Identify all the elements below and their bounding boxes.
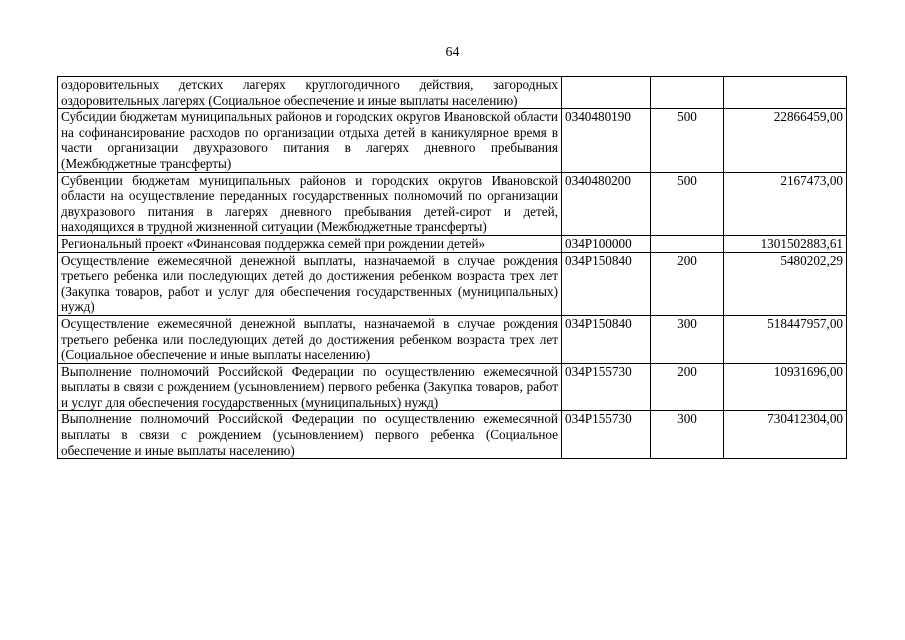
row-target-code: 034P100000: [562, 235, 651, 252]
page-number: 64: [445, 45, 460, 60]
row-amount: 10931696,00: [724, 363, 847, 411]
row-amount: 22866459,00: [724, 109, 847, 172]
row-amount: 518447957,00: [724, 315, 847, 363]
row-description: Субсидии бюджетам муниципальных районов и городских округов Ивановской области на софинансирование расходов по организации отдыха детей в каникулярное время в части организации двухразового питания в лагерях дневного пребывания (Межбюджетные трансферты): [58, 109, 562, 172]
row-expense-type: 200: [651, 252, 724, 315]
row-expense-type: 300: [651, 315, 724, 363]
row-target-code: 0340480200: [562, 172, 651, 235]
row-description: Субвенции бюджетам муниципальных районов и городских округов Ивановской области на осуществление переданных государственных полномочий по организации двухразового питания в лагерях дневного пребывания детей-сирот и детей, находящихся в трудной жизненной ситуации (Межбюджетные трансферты): [58, 172, 562, 235]
row-target-code: 0340480190: [562, 109, 651, 172]
table-row: [58, 109, 847, 172]
row-description: оздоровительных детских лагерях круглогодичного действия, загородных оздоровительных лагерях (Социальное обеспечение и иные выплаты населению): [58, 77, 562, 109]
row-amount: 730412304,00: [724, 411, 847, 459]
row-expense-type: 300: [651, 411, 724, 459]
row-expense-type: [651, 77, 724, 109]
row-amount: [724, 77, 847, 109]
row-amount: 2167473,00: [724, 172, 847, 235]
row-amount: 1301502883,61: [724, 235, 847, 252]
table-row: [58, 77, 847, 109]
row-target-code: 034P155730: [562, 411, 651, 459]
row-description: Выполнение полномочий Российской Федерации по осуществлению ежемесячной выплаты в связи с рождением (усыновлением) первого ребенка (Закупка товаров, работ и услуг для обеспечения государственных (муниципальных) нужд): [58, 363, 562, 411]
row-expense-type: 500: [651, 172, 724, 235]
row-expense-type: 200: [651, 363, 724, 411]
table-row: [58, 411, 847, 459]
budget-table: [57, 76, 847, 459]
table-row: [58, 363, 847, 411]
table-row: [58, 315, 847, 363]
row-expense-type: [651, 235, 724, 252]
table-row: [58, 172, 847, 235]
row-description: Региональный проект «Финансовая поддержка семей при рождении детей»: [58, 235, 562, 252]
table-row: [58, 252, 847, 315]
row-target-code: 034P155730: [562, 363, 651, 411]
row-expense-type: 500: [651, 109, 724, 172]
row-description: Осуществление ежемесячной денежной выплаты, назначаемой в случае рождения третьего ребенка или последующих детей до достижения ребенком возраста трех лет (Социальное обеспечение и иные выплаты населению): [58, 315, 562, 363]
row-target-code: 034P150840: [562, 315, 651, 363]
row-description: Выполнение полномочий Российской Федерации по осуществлению ежемесячной выплаты в связи с рождением (усыновлением) первого ребенка (Социальное обеспечение и иные выплаты населению): [58, 411, 562, 459]
row-target-code: 034P150840: [562, 252, 651, 315]
row-description: Осуществление ежемесячной денежной выплаты, назначаемой в случае рождения третьего ребенка или последующих детей до достижения ребенком возраста трех лет (Закупка товаров, работ и услуг для обеспечения государственных (муниципальных) нужд): [58, 252, 562, 315]
row-amount: 5480202,29: [724, 252, 847, 315]
row-target-code: [562, 77, 651, 109]
table-row: [58, 235, 847, 252]
